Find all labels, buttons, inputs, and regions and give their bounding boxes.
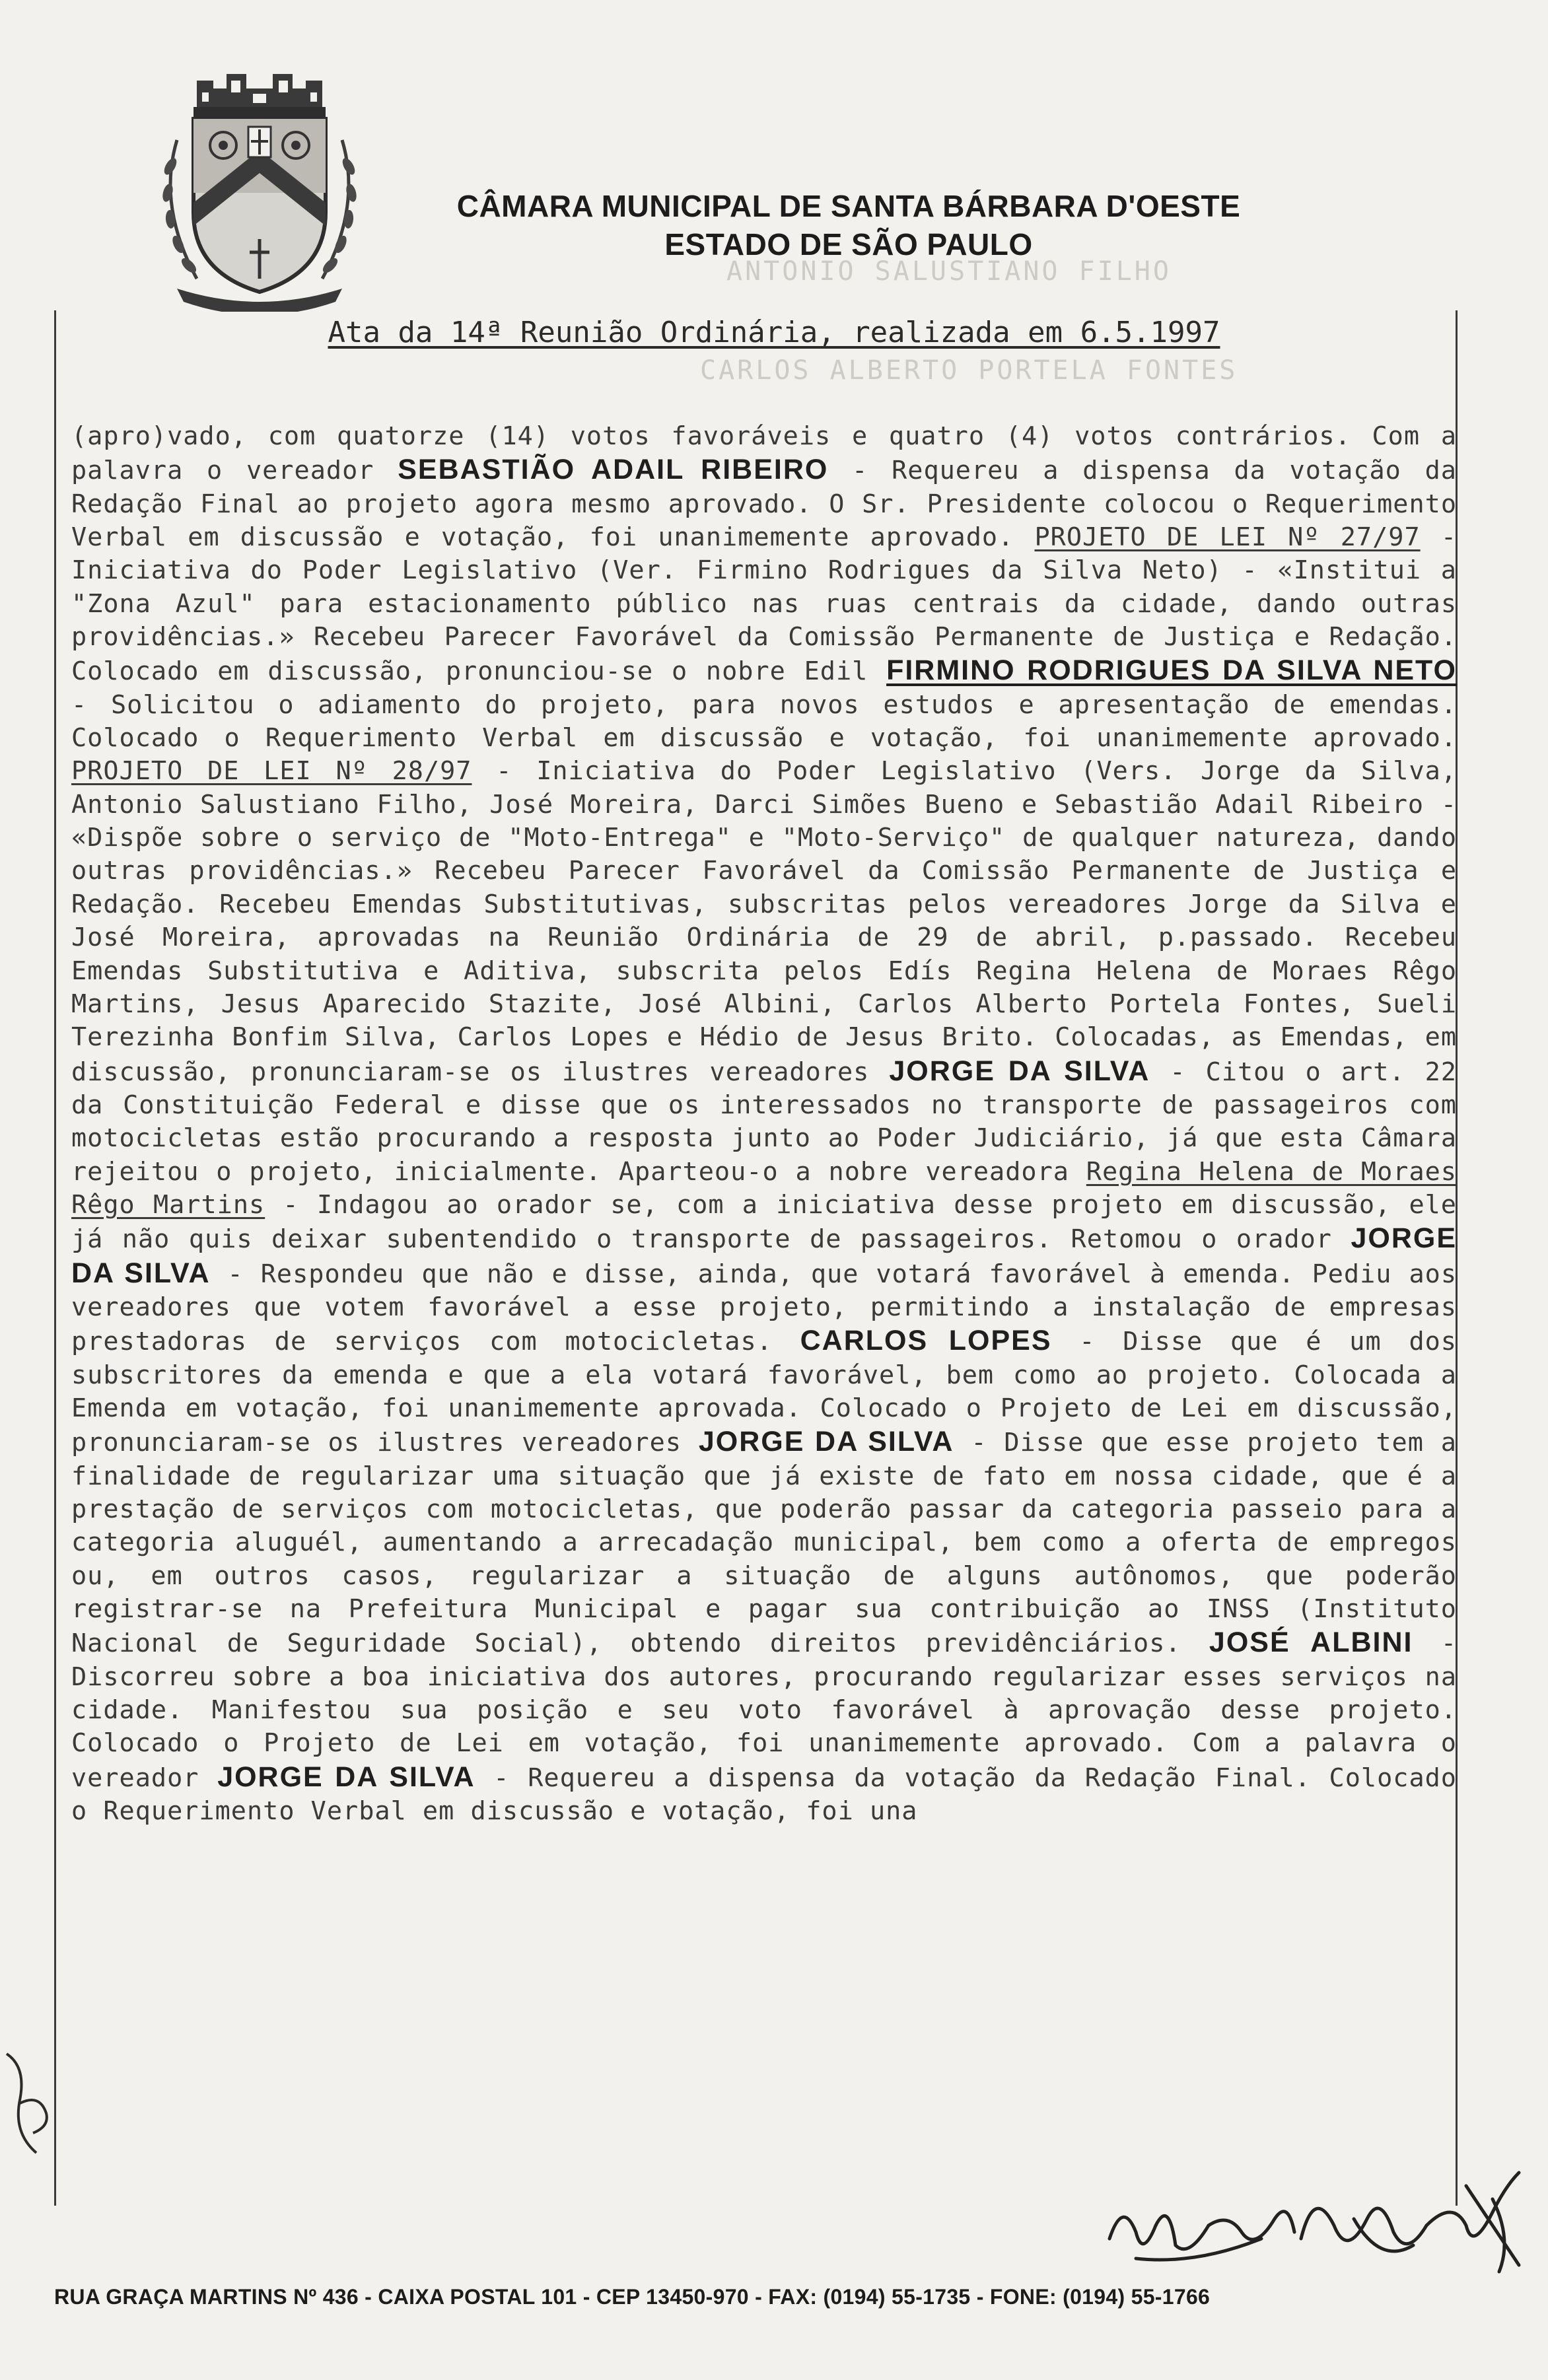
text-run: - Requereu a dispensa da votação da Redação Final. Colocado o Requerimento Verbal em discussão e votação, foi una [71,1763,1457,1827]
speaker-name: JORGE DA SILVA [217,1761,475,1793]
underlined-reference: PROJETO DE LEI Nº 28/97 [71,756,472,787]
bleed-through-line: CARLOS ALBERTO PORTELA FONTES [700,355,1238,386]
speaker-name: JORGE DA SILVA [71,1222,1457,1289]
state-name: ESTADO DE SÃO PAULO [664,227,1033,262]
text-run: - Disse que esse projeto tem a finalidade de regularizar uma situação que já existe de fato em nossa cidade, que é a prestação de serviços com motocicletas, que poderão passar da categoria passeio para a categoria aluguél, aumentando a arrecadação municipal, bem como a oferta de empregos ou, em outros casos, regularizar a situação de alguns autônomos, que poderão registrar-se na Prefeitura Municipal e pagar sua contribuição ao INSS (Instituto Nacional de Seguridade Social), obtendo direitos previdênciários. [71,1428,1457,1659]
text-run: - Citou o art. 22 da Constituição Federal e disse que os interessados no transporte de passageiros com motocicletas estão procurando a resposta junto ao Poder Judiciário, já que esta Câmara rejeitou o projeto, inicialmente. Aparteou-o a nobre vereadora [71,1057,1457,1187]
speaker-name: CARLOS LOPES [800,1325,1052,1357]
institution-name: CÂMARA MUNICIPAL DE SANTA BÁRBARA D'OESTE [456,189,1241,223]
minutes-title: Ata da 14ª Reunião Ordinária, realizada em 6.5.1997 [328,316,1220,349]
handwritten-signature [1096,2159,1532,2285]
text-run: - Iniciativa do Poder Legislativo (Vers. Jorge da Silva, Antonio Salustiano Filho, José Moreira, Darci Simões Bueno e Sebastião Adail Ribeiro - «Dispõe sobre o serviço de "Moto-Entrega" e "Moto-Serviço" de qualquer natureza, dando outras providências.» Recebeu Parecer Favorável da Comissão Permanente de Justiça e Redação. Recebeu Emendas Substitutivas, subscritas pelos vereadores Jorge da Silva e José Moreira, aprovadas na Reunião Ordinária de 29 de abril, p.passado. Recebeu Emendas Substitutiva e Aditiva, subscrita pelos Edís Regina Helena de Moraes Rêgo Martins, Jesus Aparecido Stazite, José Albini, Carlos Alberto Portela Fontes, Sueli Terezinha Bonfim Silva, Carlos Lopes e Hédio de Jesus Brito. Colocadas, as Emendas, em discussão, pronunciaram-se os ilustres vereadores [71,756,1457,1087]
speaker-name: JORGE DA SILVA [889,1055,1150,1087]
text-run: - Discorreu sobre a boa iniciativa dos autores, procurando regularizar esses serviços na cidade. Manifestou sua posição e seu voto favorável à aprovação desse projeto. Colocado o Projeto de Lei em votação, foi unanimemente aprovado. Com a palavra o vereador [71,1628,1458,1793]
left-margin-rule [54,310,56,2206]
minutes-paragraph [71,420,1457,1828]
text-run: - Iniciativa do Poder Legislativo (Ver. Firmino Rodrigues da Silva Neto) - «Institui a "Zona Azul" para estacionamento público nas ruas centrais da cidade, dando outras providências.» Recebeu Parecer Favorável da Comissão Permanente de Justiça e Redação. Colocado em discussão, pronunciou-se o nobre Edil [71,522,1457,687]
text-run: - Disse que é um dos subscritores da emenda e que a ela votará favorável, bem como ao projeto. Colocada a Emenda em votação, foi unanimemente aprovada. Colocado o Projeto de Lei em discussão, pronunciaram-se os ilustres vereadores [71,1327,1457,1458]
speaker-name: JOSÉ ALBINI [1209,1627,1413,1659]
text-run: - Indagou ao orador se, com a iniciativa desse projeto em discussão, ele já não quis deixar subentendido o transporte de passageiros. Retomou o orador [71,1189,1457,1255]
text-run: (apro)vado, com quatorze (14) votos favoráveis e quatro (4) votos contrários. Com a palavra o vereador [71,421,1457,486]
bleed-through-line: ANTONIO SALUSTIANO FILHO [726,256,1172,287]
coat-of-arms-emblem [151,61,369,312]
text-run: - Respondeu que não e disse, ainda, que votará favorável à emenda. Pediu aos vereadores que votem favorável a esse projeto, permitindo a instalação de empresas prestadoras de serviços com motocicletas. [71,1259,1458,1357]
minutes-body [71,420,1457,1828]
underlined-reference: Regina Helena de Moraes Rêgo Martins [71,1156,1457,1220]
speaker-name: FIRMINO RODRIGUES DA SILVA NETO [886,654,1457,687]
footer-address: RUA GRAÇA MARTINS Nº 436 - CAIXA POSTAL 101 - CEP 13450-970 - FAX: (0194) 55-1735 - FONE: (0194) 55-1766 [54,2285,1211,2309]
speaker-name: SEBASTIÃO ADAIL RIBEIRO [398,454,829,486]
text-run: - Solicitou o adiamento do projeto, para novos estudos e apresentação de emendas. Colocado o Requerimento Verbal em discussão e votação, foi unanimemente aprovado. [71,689,1457,753]
margin-initials-signature [0,2041,59,2166]
speaker-name: JORGE DA SILVA [698,1426,954,1458]
text-run: - Requereu a dispensa da votação da Redação Final ao projeto agora mesmo aprovado. O Sr. Presidente colocou o Requerimento Verbal em discussão e votação, foi unanimemente aprovado. [71,456,1457,553]
underlined-reference: PROJETO DE LEI Nº 27/97 [1034,522,1421,553]
